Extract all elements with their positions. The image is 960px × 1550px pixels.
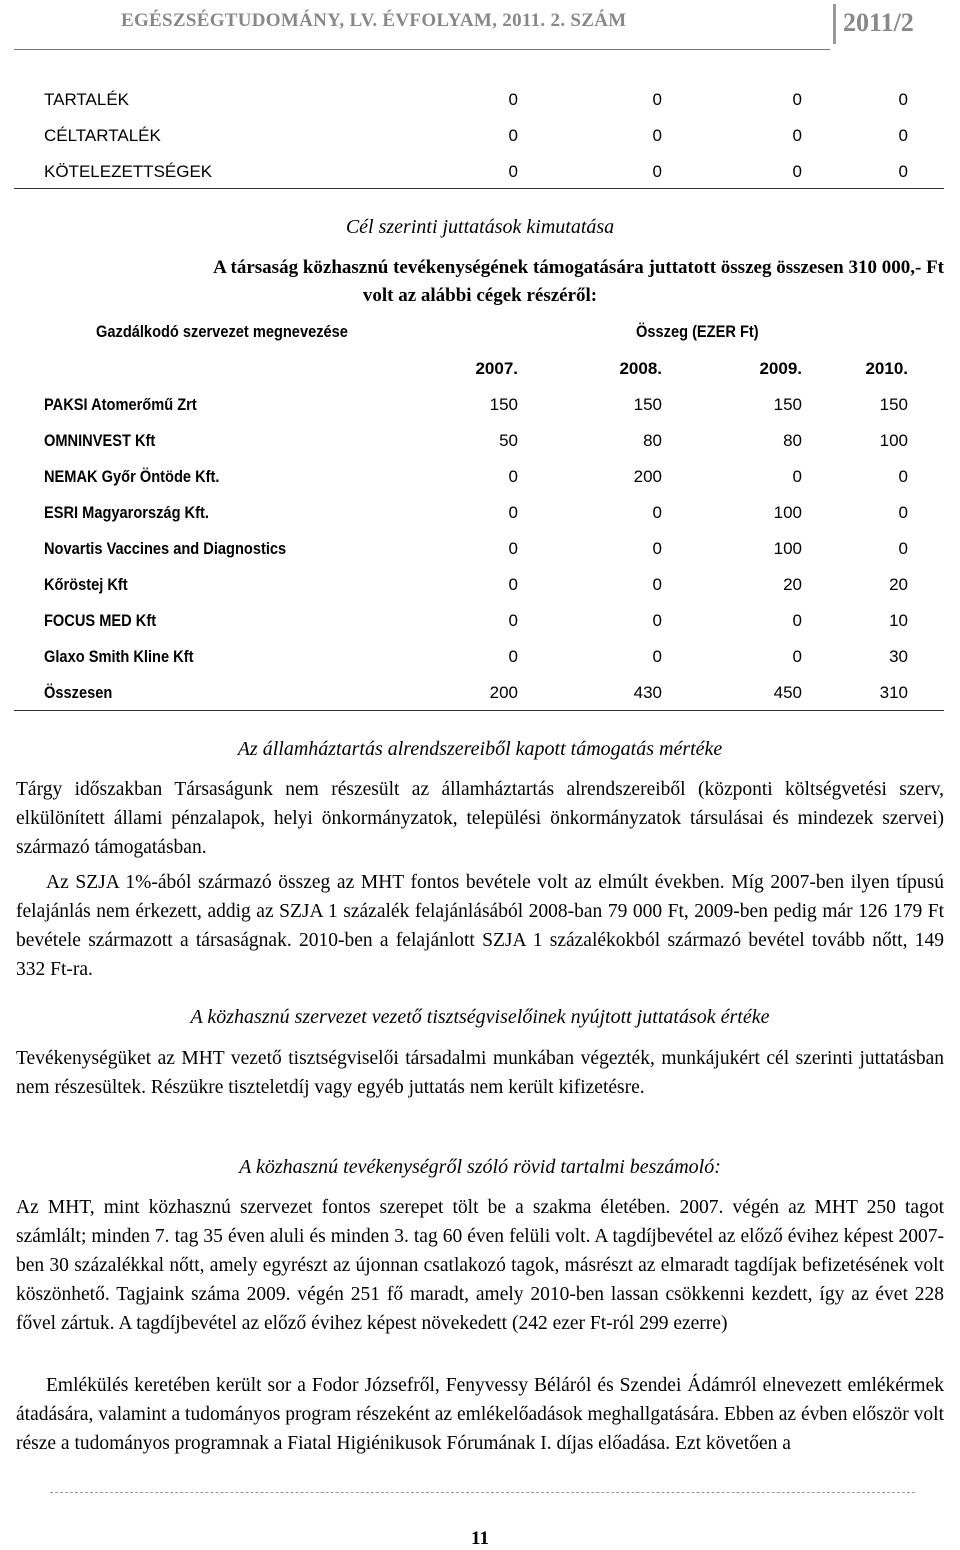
year-header-row [44,359,924,389]
paragraph: Tárgy időszakban Társaságunk nem részesült az államháztartás alrendszereiből (központi költségvetési szerv, elkülönített állami pénzalapok, helyi önkormányzatok, települési önkormányzatok társulásai és mindezek szervei) származó támogatásban. [16,779,944,858]
cell-value: 80 [643,431,662,450]
cell-value: 0 [508,575,518,594]
cell-value: 20 [783,575,802,594]
cell-value: 0 [898,126,908,145]
row-label: KÖTELEZETTSÉGEK [44,162,213,181]
intro-line: volt az alábbi cégek részéről: [362,285,598,306]
table-row [44,539,924,569]
cell-value: 100 [773,503,802,522]
header-rule [14,49,830,50]
table-row [44,126,924,156]
cell-value: 0 [792,162,802,181]
cell-value: 150 [773,395,802,414]
cell-value: 150 [489,395,518,414]
table-row [44,575,924,605]
intro-line: A társaság közhasznú tevékenységének támogatására juttatott összeg összesen 310 000,- Ft [213,257,944,278]
cell-value: 100 [773,539,802,558]
journal-title: EGÉSZSÉGTUDOMÁNY, LV. ÉVFOLYAM, 2011. 2. SZÁM [121,10,627,31]
cell-value: 30 [889,647,908,666]
cell-value: 0 [792,90,802,109]
issue-label: 2011/2 [843,8,914,37]
section-title: Az államháztartás alrendszereiből kapott támogatás mértéke [237,738,723,760]
cell-value: 0 [652,503,662,522]
year-header: 2008. [619,359,662,378]
year-header: 2007. [475,359,518,378]
paragraph: Az MHT, mint közhasznú szervezet fontos szerepet tölt be a szakma életében. 2007. végén az MHT 250 tagot számlált; minden 7. tag 35 éven aluli és minden 3. tag 60 éven felüli volt. A tagdíjbevétel az előző évihez képest 2007-ben 30 százalékkal nőtt, amely egyrészt az újonnan csatlakozó tagok, másrészt az elmaradt tagdíjak befizetésének volt köszönhető. Tagjaink száma 2009. végén 251 fő maradt, amely 2010-ben lassan csökkenni kezdett, így az évet 228 fővel zártuk. A tagdíjbevétel az előző évihez képest növekedett (242 ezer Ft-ról 299 ezerre) [16,1197,944,1334]
cell-value: 0 [898,539,908,558]
cell-value: 0 [652,647,662,666]
table-row [44,647,924,677]
footer-rule [50,1492,915,1494]
cell-value: 0 [652,90,662,109]
cell-value: 0 [792,467,802,486]
row-label: Összesen [44,683,113,702]
cell-value: 200 [489,683,518,702]
column-header: Gazdálkodó szervezet megnevezése [96,322,348,341]
cell-value: 10 [889,611,908,630]
cell-value: 0 [652,611,662,630]
cell-value: 80 [783,431,802,450]
column-header: Összeg (EZER Ft) [636,322,759,341]
cell-value: 0 [508,162,518,181]
paragraph: Tevékenységüket az MHT vezető tisztségviselői társadalmi munkában végezték, munkájukért cél szerinti juttatásban nem részesültek. Részükre tiszteletdíj vagy egyéb juttatás nem került kifizetésre. [16,1048,944,1098]
page-header [0,0,960,50]
row-label: ESRI Magyarország Kft. [44,503,209,522]
cell-value: 0 [508,539,518,558]
table-row [44,90,924,120]
cell-value: 0 [508,90,518,109]
table-row [44,395,924,425]
cell-value: 0 [792,611,802,630]
row-label: OMNINVEST Kft [44,431,156,450]
table-row [44,467,924,497]
cell-value: 0 [508,611,518,630]
row-label: NEMAK Győr Öntöde Kft. [44,467,220,486]
cell-value: 0 [898,162,908,181]
cell-value: 150 [879,395,908,414]
row-label: Novartis Vaccines and Diagnostics [44,539,287,558]
row-label: FOCUS MED Kft [44,611,157,630]
cell-value: 150 [633,395,662,414]
cell-value: 0 [652,162,662,181]
paragraph: Az SZJA 1%-ából származó összeg az MHT fontos bevétele volt az elmúlt években. Míg 2007-ben ilyen típusú felajánlás nem érkezett, addig az SZJA 1 százalék felajánlásából 2008-ban 79 000 Ft, 2009-ben pedig már 126 179 Ft bevétele származott a társaságnak. 2010-ben a felajánlott SZJA 1 százalékokból származó bevétel tovább nőtt, 149 332 Ft-ra. [16,872,944,980]
table-bottom-rule [14,188,944,189]
cell-value: 100 [879,431,908,450]
table-row [44,503,924,533]
cell-value: 0 [508,647,518,666]
cell-value: 0 [652,126,662,145]
cell-value: 0 [652,539,662,558]
row-label: Glaxo Smith Kline Kft [44,647,194,666]
section-title: A közhasznú tevékenységről szóló rövid tartalmi beszámoló: [239,1156,721,1178]
table-total-row [44,683,924,713]
cell-value: 0 [508,126,518,145]
page-number: 11 [471,1528,489,1549]
cell-value: 430 [633,683,662,702]
cell-value: 20 [889,575,908,594]
cell-value: 0 [792,126,802,145]
row-label: PAKSI Atomerőmű Zrt [44,395,197,414]
row-label: CÉLTARTALÉK [44,126,161,145]
table-header-row [44,322,924,352]
year-header: 2009. [759,359,802,378]
row-label: Kőröstej Kft [44,575,128,594]
table-bottom-rule [14,710,944,711]
section-title: A közhasznú szervezet vezető tisztségviselőinek nyújtott juttatások értéke [190,1006,770,1028]
cell-value: 0 [652,575,662,594]
cell-value: 310 [879,683,908,702]
cell-value: 0 [508,467,518,486]
cell-value: 0 [898,90,908,109]
cell-value: 450 [773,683,802,702]
cell-value: 200 [633,467,662,486]
row-label: TARTALÉK [44,90,130,109]
cell-value: 50 [499,431,518,450]
paragraph: Emlékülés keretében került sor a Fodor Józsefről, Fenyvessy Béláról és Szendei Ádámról elnevezett emlékérmek átadására, valamint a tudományos program részeként az emlékelőadások meghallgatására. Ebben az évben először volt része a tudományos programnak a Fiatal Higiénikusok Fórumának I. díjas előadása. Ezt követően a [16,1375,944,1454]
year-header: 2010. [865,359,908,378]
table-row [44,611,924,641]
cell-value: 0 [898,503,908,522]
table-row [44,431,924,461]
cell-value: 0 [508,503,518,522]
cell-value: 0 [898,467,908,486]
header-divider [833,4,836,44]
section-title: Cél szerinti juttatások kimutatása [345,216,615,238]
cell-value: 0 [792,647,802,666]
